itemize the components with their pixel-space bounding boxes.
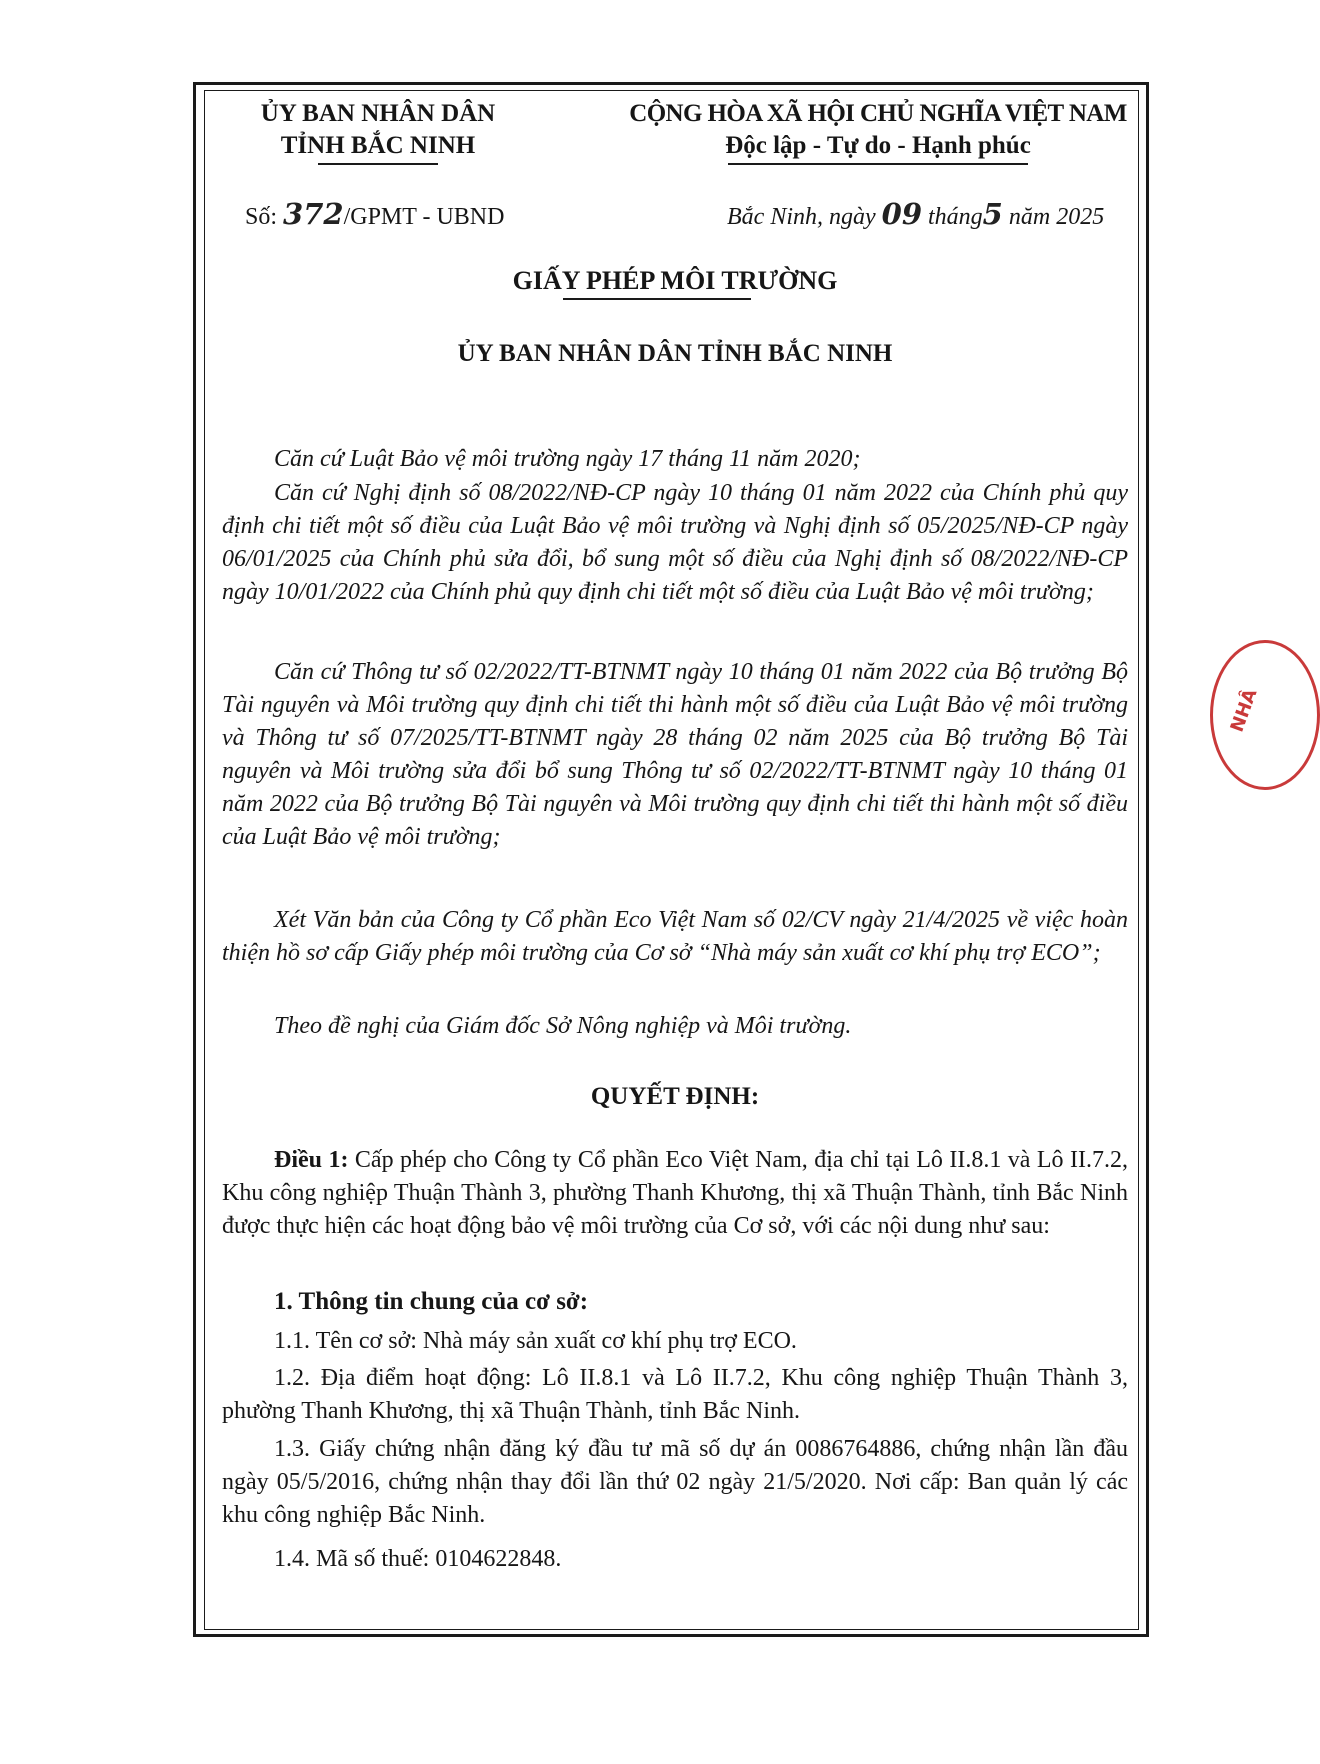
document-title: GIẤY PHÉP MÔI TRƯỜNG bbox=[512, 266, 838, 295]
section-1-item-3: 1.3. Giấy chứng nhận đăng ký đầu tư mã số dự án 0086764886, chứng nhận lần đầu ngày 05/5/2016, chứng nhận thay đổi lần thứ 02 ngày 21/5/2020. Nơi cấp: Ban quản lý các khu công nghiệp Bắc Ninh. bbox=[222, 1436, 1128, 1528]
doc-number: Số: 372/GPMT - UBND bbox=[245, 197, 505, 231]
section-1-item-4: 1.4. Mã số thuế: 0104622848. bbox=[274, 1546, 562, 1572]
section-1-item-1: 1.1. Tên cơ sở: Nhà máy sản xuất cơ khí phụ trợ ECO. bbox=[274, 1328, 797, 1354]
official-stamp-text: NHÂ bbox=[1226, 686, 1262, 735]
preamble-law: Căn cứ Luật Bảo vệ môi trường ngày 17 tháng 11 năm 2020; bbox=[274, 446, 861, 472]
preamble-circular: Căn cứ Thông tư số 02/2022/TT-BTNMT ngày 10 tháng 01 năm 2022 của Bộ trưởng Bộ Tài nguyên và Môi trường quy định chi tiết thi hành một số điều của Luật Bảo vệ môi trường và Thông tư số 07/2025/TT-BTNMT ngày 28 tháng 02 năm 2025 của Bộ trưởng Bộ Tài nguyên và Môi trường sửa đổi bổ sung Thông tư số 02/2022/TT-BTNMT ngày 10 tháng 01 năm 2022 của Bộ trưởng Bộ Tài nguyên và Môi trường quy định chi tiết thi hành một số điều của Luật Bảo vệ môi trường; bbox=[222, 659, 1128, 850]
handwritten-day: 09 bbox=[881, 197, 922, 231]
preamble-company-letter: Xét Văn bản của Công ty Cổ phần Eco Việt Nam số 02/CV ngày 21/4/2025 về việc hoàn thiện hồ sơ cấp Giấy phép môi trường của Cơ sở “Nhà máy sản xuất cơ khí phụ trợ ECO”; bbox=[222, 907, 1128, 966]
issuing-authority: ỦY BAN NHÂN DÂN TỈNH BẮC NINH bbox=[457, 340, 893, 367]
issuer-underline bbox=[318, 163, 438, 165]
article-1-label: Điều 1: bbox=[274, 1147, 349, 1173]
issuer-header-line2: TỈNH BẮC NINH bbox=[280, 132, 476, 159]
issue-date: Bắc Ninh, ngày 09 tháng5 năm 2025 bbox=[727, 197, 1105, 231]
issuer-header-line1: ỦY BAN NHÂN DÂN bbox=[260, 100, 496, 127]
preamble-proposal: Theo đề nghị của Giám đốc Sở Nông nghiệp và Môi trường. bbox=[274, 1013, 852, 1039]
section-1-item-2: 1.2. Địa điểm hoạt động: Lô II.8.1 và Lô II.7.2, Khu công nghiệp Thuận Thành 3, phường Thanh Khương, thị xã Thuận Thành, tỉnh Bắc Ninh. bbox=[222, 1365, 1128, 1424]
preamble-decree: Căn cứ Nghị định số 08/2022/NĐ-CP ngày 10 tháng 01 năm 2022 của Chính phủ quy định chi tiết một số điều của Luật Bảo vệ môi trường và Nghị định số 05/2025/NĐ-CP ngày 06/01/2025 của Chính phủ sửa đổi, bổ sung một số điều của Nghị định số 08/2022/NĐ-CP ngày 10/01/2022 của Chính phủ quy định chi tiết một số điều của Luật Bảo vệ môi trường; bbox=[222, 480, 1128, 605]
decision-heading: QUYẾT ĐỊNH: bbox=[590, 1083, 760, 1110]
nation-motto: Độc lập - Tự do - Hạnh phúc bbox=[725, 132, 1031, 159]
article-1-text: Cấp phép cho Công ty Cổ phần Eco Việt Nam, địa chỉ tại Lô II.8.1 và Lô II.7.2, Khu công nghiệp Thuận Thành 3, phường Thanh Khương, thị xã Thuận Thành, tỉnh Bắc Ninh được thực hiện các hoạt động bảo vệ môi trường của Cơ sở, với các nội dung như sau: bbox=[222, 1147, 1128, 1239]
official-stamp bbox=[1210, 640, 1320, 790]
article-1 bbox=[222, 1144, 1128, 1243]
section-1-heading: 1. Thông tin chung của cơ sở: bbox=[274, 1288, 589, 1315]
handwritten-month: 5 bbox=[982, 197, 1003, 231]
handwritten-doc-number: 372 bbox=[283, 197, 344, 231]
nation-header-line1: CỘNG HÒA XÃ HỘI CHỦ NGHĨA VIỆT NAM bbox=[629, 100, 1127, 127]
motto-underline bbox=[728, 163, 1028, 165]
title-underline bbox=[563, 298, 751, 300]
